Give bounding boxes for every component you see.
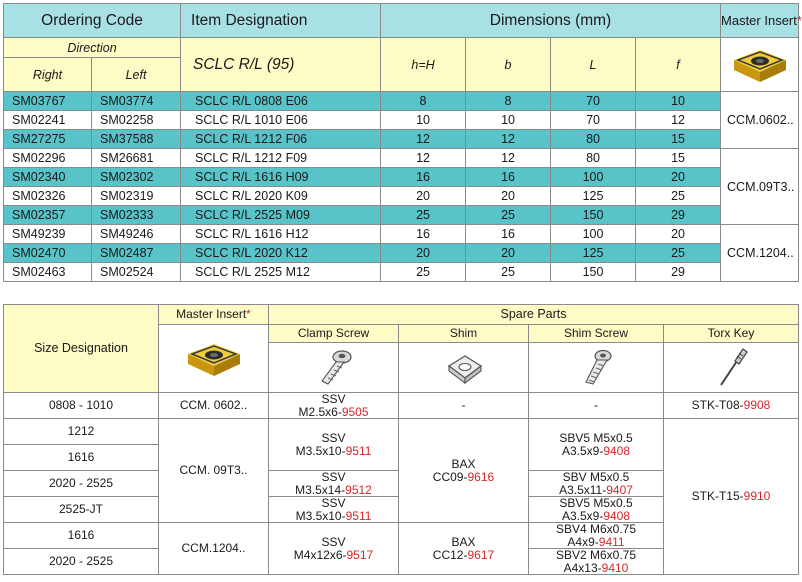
clamp-code: 9511 [345,508,372,523]
table-row [4,225,799,244]
table-row [4,419,799,445]
spare-parts-header: Spare Parts [269,305,799,325]
left-code: SM26681 [92,149,181,168]
dim-l: 150 [551,263,636,282]
dim-b: 25 [466,206,551,225]
clamp-code: 9512 [345,482,372,497]
dim-b: 16 [466,168,551,187]
clamp-line1: SSV [321,470,346,484]
size-cell: 1212 [4,419,159,445]
clamp-line2: M3.5x10- [295,443,346,458]
dim-l: 70 [551,111,636,130]
shim-screw-line1: SBV5 M5x0.5 [559,496,633,510]
shim-screw-cell [529,419,664,471]
clamp-line2: M3.5x14- [295,482,346,497]
shim-screw-header: Shim Screw [529,325,664,343]
right-code: SM02470 [4,244,92,263]
shim-line2: CC12- [432,547,468,562]
right-code: SM02357 [4,206,92,225]
size-cell: 2020 - 2525 [4,471,159,497]
shim-screw-cell [529,497,664,523]
dim-b: 16 [466,225,551,244]
shim-screw-icon [576,347,616,389]
shim-icon [443,348,485,388]
dim-h: 8 [381,92,466,111]
dim-l: 80 [551,130,636,149]
dim-h: 25 [381,263,466,282]
shim-line1: BAX [451,535,476,549]
table-row [4,149,799,168]
clamp-screw-image [269,343,399,393]
dim-f: 20 [636,225,721,244]
right-code: SM03767 [4,92,92,111]
clamp-line2: M2.5x6- [298,404,342,419]
dim-h: 25 [381,206,466,225]
torx-key-header: Torx Key [664,325,799,343]
designation: SCLC R/L 1212 F09 [181,149,381,168]
left-code: SM02319 [92,187,181,206]
left-code: SM02487 [92,244,181,263]
size-cell: 2020 - 2525 [4,549,159,575]
shim-code: 9616 [467,469,495,484]
designation: SCLC R/L 2020 K09 [181,187,381,206]
dim-l: 100 [551,168,636,187]
shim-cell [399,523,529,575]
size-designation-header: Size Designation [4,305,159,393]
torx-key-cell [664,419,799,575]
table-row [4,187,799,206]
clamp-line1: SSV [321,535,346,549]
right-header: Right [4,58,92,92]
dim-h: 20 [381,244,466,263]
right-code: SM49239 [4,225,92,244]
master-insert-image [159,325,269,393]
dim-h: 12 [381,130,466,149]
shim-line1: BAX [451,457,476,471]
dim-f: 25 [636,187,721,206]
shim-screw-cell [529,523,664,549]
size-cell: 2525-JT [4,497,159,523]
dimensions-header: Dimensions (mm) [381,4,721,38]
dim-f: 25 [636,244,721,263]
left-code: SM03774 [92,92,181,111]
torx-key-icon [711,347,751,389]
dim-h: 12 [381,149,466,168]
dim-b: 10 [466,111,551,130]
dim-f: 10 [636,92,721,111]
dim-l: 150 [551,206,636,225]
shim-header: Shim [399,325,529,343]
shim-screw-line2: A3.5x11- [559,482,607,497]
shim-screw-line2: A4x9- [567,534,599,549]
table-row [4,92,799,111]
insert-icon [730,46,790,84]
shim-cell [399,419,529,523]
clamp-code: 9511 [345,443,372,458]
direction-header: Direction [4,38,181,58]
ordering-code-header: Ordering Code [4,4,181,38]
dim-l: 125 [551,244,636,263]
shim-line2: CC09- [432,469,468,484]
dim-h: 10 [381,111,466,130]
shim-screw-line1: SBV5 M5x0.5 [559,431,633,445]
torx-line: STK-T08- [691,398,744,413]
master-insert-cell: CCM.1204.. [159,523,269,575]
dim-b: 20 [466,187,551,206]
shim-code: 9617 [467,547,495,562]
master-insert-header [721,4,802,38]
dim-h: 16 [381,168,466,187]
shim-screw-code: 9408 [603,508,631,523]
right-code: SM02340 [4,168,92,187]
designation: SCLC R/L 2525 M09 [181,206,381,225]
torx-code: 9910 [743,489,771,504]
clamp-line1: SSV [321,431,346,445]
master-insert-label: Master Insert [721,12,797,28]
dim-l: 125 [551,187,636,206]
dim-b: 12 [466,130,551,149]
master-insert-cell: CCM.1204.. [721,225,799,282]
master-star: * [796,12,802,28]
table-row [4,393,799,419]
clamp-line2: M4x12x6- [293,547,347,562]
shim-screw-line2: A3.5x9- [561,508,604,523]
shim-screw-image [529,343,664,393]
shim-screw-cell: - [529,393,664,419]
shim-screw-line1: SBV M5x0.5 [562,470,630,484]
left-code: SM37588 [92,130,181,149]
table-row [4,244,799,263]
dim-f: 29 [636,206,721,225]
dim-b: 8 [466,92,551,111]
dim-f: 20 [636,168,721,187]
torx-code: 9908 [743,398,771,413]
designation: SCLC R/L 2020 K12 [181,244,381,263]
table-row [4,168,799,187]
master-insert-label: Master Insert [176,307,247,322]
clamp-code: 9517 [346,547,374,562]
clamp-line2: M3.5x10- [295,508,346,523]
clamp-line1: SSV [321,392,346,406]
designation: SCLC R/L 1616 H12 [181,225,381,244]
torx-line: STK-T15- [691,489,744,504]
shim-cell: - [399,393,529,419]
size-cell: 1616 [4,523,159,549]
designation: SCLC R/L 1616 H09 [181,168,381,187]
designation: SCLC R/L 1010 E06 [181,111,381,130]
dim-b: 20 [466,244,551,263]
dim-l: 70 [551,92,636,111]
clamp-screw-cell [269,523,399,575]
dim-b: 12 [466,149,551,168]
shim-screw-code: 9408 [603,443,631,458]
table-row [4,263,799,282]
master-insert-cell: CCM. 0602.. [159,393,269,419]
clamp-screw-cell [269,393,399,419]
clamp-screw-cell [269,471,399,497]
insert-icon [184,340,244,378]
ordering-table [3,3,802,282]
shim-screw-code: 9411 [598,534,625,549]
right-code: SM02326 [4,187,92,206]
dim-l: 100 [551,225,636,244]
master-insert-cell: CCM.0602.. [721,92,799,149]
dim-f: 15 [636,130,721,149]
left-code: SM02302 [92,168,181,187]
left-code: SM02258 [92,111,181,130]
clamp-screw-cell [269,497,399,523]
master-insert-image [721,38,799,92]
dim-f: 15 [636,149,721,168]
shim-screw-line1: SBV4 M6x0.75 [555,522,637,536]
left-code: SM49246 [92,225,181,244]
right-code: SM27275 [4,130,92,149]
dim-l: 80 [551,149,636,168]
sclc-header: SCLC R/L (95) [181,38,381,92]
torx-key-cell [664,393,799,419]
clamp-screw-header: Clamp Screw [269,325,399,343]
l-header: L [551,38,636,92]
f-header: f [636,38,721,92]
right-code: SM02296 [4,149,92,168]
size-cell: 1616 [4,445,159,471]
left-code: SM02333 [92,206,181,225]
master-star: * [246,307,251,322]
item-designation-header: Item Designation [181,4,381,38]
shim-screw-line1: SBV2 M6x0.75 [555,548,637,562]
shim-screw-line2: A4x13- [563,560,602,575]
shim-image [399,343,529,393]
clamp-line1: SSV [321,496,346,510]
table-row [4,206,799,225]
designation: SCLC R/L 1212 F06 [181,130,381,149]
left-header: Left [92,58,181,92]
shim-screw-code: 9407 [606,482,633,497]
clamp-code: 9505 [341,404,369,419]
clamp-screw-icon [314,347,354,389]
left-code: SM02524 [92,263,181,282]
right-code: SM02241 [4,111,92,130]
dim-f: 12 [636,111,721,130]
shim-screw-cell [529,471,664,497]
designation: SCLC R/L 0808 E06 [181,92,381,111]
dim-b: 25 [466,263,551,282]
shim-screw-cell [529,549,664,575]
dim-h: 20 [381,187,466,206]
table-row [4,111,799,130]
dim-h: 16 [381,225,466,244]
master-insert-header [159,305,269,325]
shim-screw-line2: A3.5x9- [561,443,604,458]
shim-screw-code: 9410 [601,560,629,575]
designation: SCLC R/L 2525 M12 [181,263,381,282]
size-cell: 0808 - 1010 [4,393,159,419]
b-header: b [466,38,551,92]
clamp-screw-cell [269,419,399,471]
master-insert-cell: CCM. 09T3.. [159,419,269,523]
dim-f: 29 [636,263,721,282]
h-header: h=H [381,38,466,92]
right-code: SM02463 [4,263,92,282]
master-insert-cell: CCM.09T3.. [721,149,799,225]
spare-parts-table [3,304,799,575]
torx-key-image [664,343,799,393]
table-row [4,130,799,149]
